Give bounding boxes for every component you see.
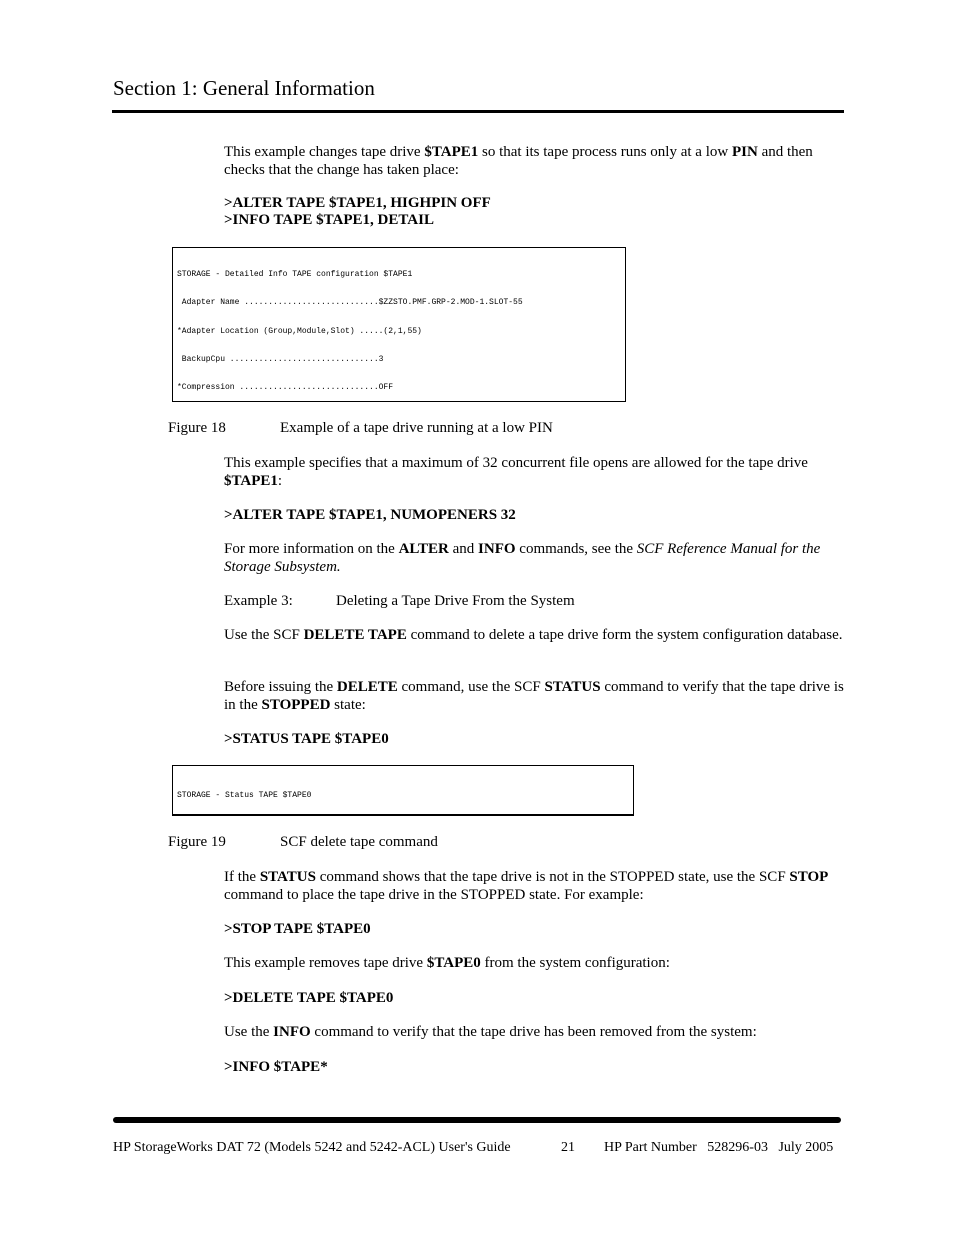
- command-delete-tape: >DELETE TAPE $TAPE0: [224, 990, 394, 1006]
- paragraph-before-delete: Before issuing the DELETE command, use the SCF STATUS command to verify that the tape drive is in the STOPPED state:: [224, 679, 844, 713]
- paragraph-delete-tape: Use the SCF DELETE TAPE command to delete a tape drive form the system configuration database.: [224, 627, 843, 643]
- paragraph-remove-tape: This example removes tape drive $TAPE0 from the system configuration:: [224, 955, 670, 971]
- command-alter-numopeners: >ALTER TAPE $TAPE1, NUMOPENERS 32: [224, 507, 516, 523]
- paragraph-alter-intro: This example changes tape drive $TAPE1 so that its tape process runs only at a low PIN and then checks that the change has taken place:: [224, 144, 813, 178]
- output-line: BackupCpu ...............................3: [177, 354, 384, 364]
- figure19-output-box: [172, 765, 634, 816]
- command-status-tape: >STATUS TAPE $TAPE0: [224, 731, 389, 747]
- example3-heading: Example 3: Deleting a Tape Drive From the System: [224, 593, 575, 609]
- output-line: *Compression .............................OFF: [177, 383, 394, 393]
- paragraph-reference: For more information on the ALTER and INFO commands, see the SCF Reference Manual for the Storage Subsystem.: [224, 541, 821, 575]
- output-line: *Adapter Location (Group,Module,Slot) .....(2,1,55): [177, 326, 422, 336]
- status-title-line: STORAGE - Status TAPE $TAPE0: [177, 790, 312, 800]
- command-info-detail: >INFO TAPE $TAPE1, DETAIL: [224, 212, 434, 228]
- output-line: STORAGE - Detailed Info TAPE configuration $TAPE1: [177, 269, 413, 279]
- figure18-output-box: [172, 247, 626, 402]
- paragraph-stop-tape: If the STATUS command shows that the tape drive is not in the STOPPED state, use the SCF STOP command to place the tape drive in the STOPPED state. For example:: [224, 869, 829, 903]
- footer-page-number: 21: [561, 1140, 575, 1155]
- command-alter-highpin: >ALTER TAPE $TAPE1, HIGHPIN OFF: [224, 195, 491, 211]
- figure19-caption: Figure 19 SCF delete tape command: [168, 834, 438, 850]
- footer-rule: [113, 1117, 841, 1123]
- output-line: Adapter Name ............................$ZZSTO.PMF.GRP-2.MOD-1.SLOT-55: [177, 298, 523, 308]
- paragraph-verify-removed: Use the INFO command to verify that the tape drive has been removed from the system:: [224, 1024, 757, 1040]
- paragraph-numopeners-intro: This example specifies that a maximum of 32 concurrent file opens are allowed for the tape drive $TAPE1:: [224, 455, 808, 489]
- command-info-tape-wildcard: >INFO $TAPE*: [224, 1059, 328, 1075]
- footer-part-number: HP Part Number 528296-03 July 2005: [604, 1140, 834, 1155]
- command-stop-tape: >STOP TAPE $TAPE0: [224, 921, 371, 937]
- footer-guide-title: HP StorageWorks DAT 72 (Models 5242 and 5242-ACL) User's Guide: [113, 1140, 511, 1155]
- section-title: Section 1: General Information: [113, 76, 375, 100]
- header-rule: [112, 110, 844, 113]
- figure18-caption: Figure 18 Example of a tape drive running at a low PIN: [168, 420, 553, 436]
